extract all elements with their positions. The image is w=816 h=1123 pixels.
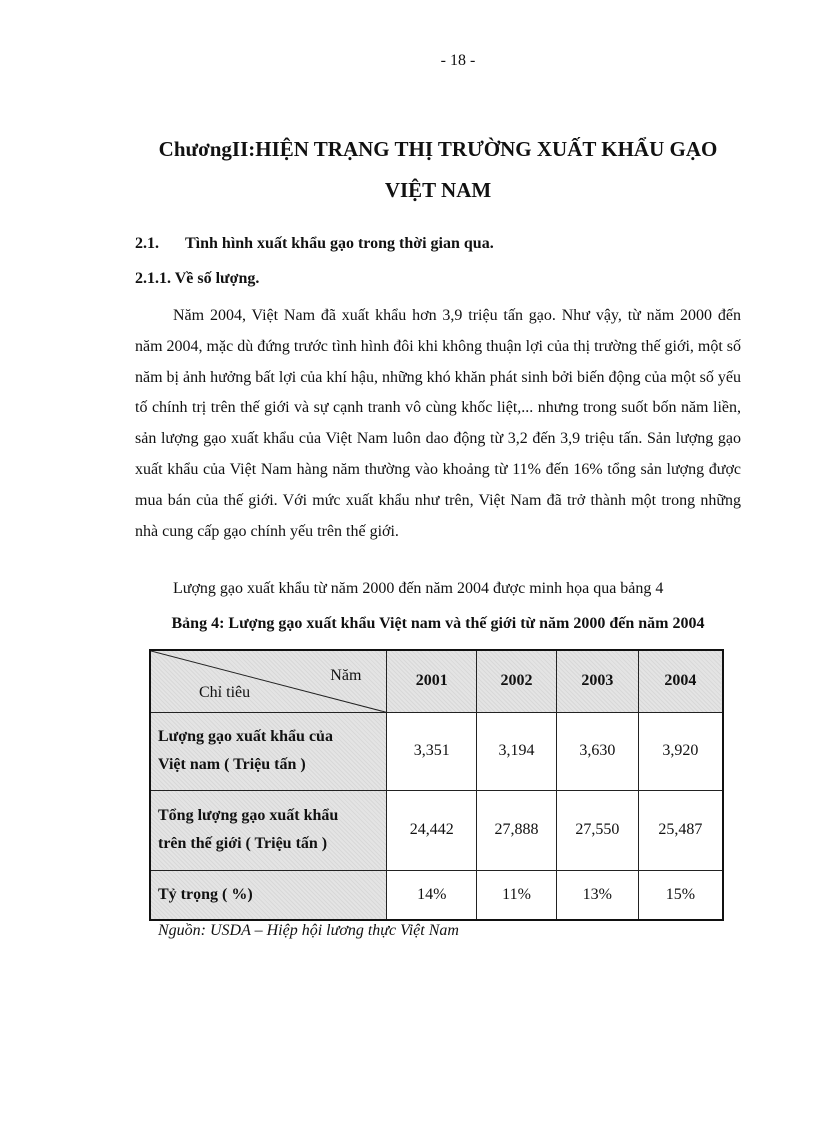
- table-cell: 15%: [638, 870, 723, 920]
- table-source-note: Nguồn: USDA – Hiệp hội lương thực Việt Nam: [158, 922, 459, 939]
- table-cell: 27,888: [477, 790, 557, 870]
- table-cell: 3,920: [638, 712, 723, 790]
- table-row: [150, 712, 723, 790]
- table-intro-line: Lượng gạo xuất khẩu từ năm 2000 đến năm 2004 được minh họa qua bảng 4: [173, 580, 664, 597]
- year-header: 2001: [387, 650, 477, 712]
- row-label-line: trên thế giới ( Triệu tấn ): [158, 835, 328, 852]
- table-cell: 3,630: [556, 712, 638, 790]
- row-label: [150, 712, 387, 790]
- table-caption: Bảng 4: Lượng gạo xuất khẩu Việt nam và thế giới từ năm 2000 đến năm 2004: [171, 615, 705, 632]
- row-label-line: Lượng gạo xuất khẩu của: [158, 728, 333, 745]
- table-row: [150, 790, 723, 870]
- section-title: Tình hình xuất khẩu gạo trong thời gian qua.: [185, 235, 494, 252]
- table-cell: 25,487: [638, 790, 723, 870]
- page-number: - 18 -: [440, 52, 476, 69]
- year-header: 2004: [638, 650, 723, 712]
- table-cell: 3,351: [387, 712, 477, 790]
- section-heading-2-1: [135, 235, 494, 253]
- row-label: [150, 790, 387, 870]
- row-label: Tỷ trọng ( %): [150, 870, 387, 920]
- rice-export-table: [149, 649, 724, 921]
- year-header: 2003: [556, 650, 638, 712]
- section-heading-2-1-1: 2.1.1. Về số lượng.: [135, 270, 260, 287]
- year-header: 2002: [477, 650, 557, 712]
- row-label-line: Việt nam ( Triệu tấn ): [158, 756, 306, 773]
- table-cell: 14%: [387, 870, 477, 920]
- corner-header-year: Năm: [330, 667, 362, 684]
- section-number: 2.1.: [135, 235, 159, 252]
- row-label-line: Tổng lượng gạo xuất khẩu: [158, 807, 339, 824]
- corner-header-cell: [150, 650, 387, 712]
- table-row: [150, 870, 723, 920]
- chapter-title-line1: ChươngII:HIỆN TRẠNG THỊ TRƯỜNG XUẤT KHẨU GẠO: [158, 137, 718, 161]
- table-cell: 13%: [556, 870, 638, 920]
- table-header-row: [150, 650, 723, 712]
- body-paragraph: Năm 2004, Việt Nam đã xuất khẩu hơn 3,9 triệu tấn gạo. Như vậy, từ năm 2000 đến năm 2004, mặc dù đứng trước tình hình đôi khi không thuận lợi của thị trường thế giới, một số năm bị ảnh hưởng bất lợi của khí hậu, những khó khăn phát sinh bởi biến động của một số yếu tố chính trị trên thế giới và sự cạnh tranh vô cùng khốc liệt,... nhưng trong suốt bốn năm liền, sản lượng gạo xuất khẩu của Việt Nam luôn dao động từ 3,2 đến 3,9 triệu tấn. Sản lượng gạo xuất khẩu của Việt Nam hàng năm thường vào khoảng từ 11% đến 16% tổng sản lượng được mua bán của thế giới. Với mức xuất khẩu như trên, Việt Nam đã trở thành một trong những nhà cung cấp gạo chính yếu trên thế giới.: [135, 307, 742, 540]
- corner-header-indicator: Chỉ tiêu: [199, 683, 251, 701]
- table-cell: 24,442: [387, 790, 477, 870]
- chapter-title-line2: VIỆT NAM: [384, 178, 492, 202]
- table-cell: 11%: [477, 870, 557, 920]
- table-cell: 3,194: [477, 712, 557, 790]
- table-cell: 27,550: [556, 790, 638, 870]
